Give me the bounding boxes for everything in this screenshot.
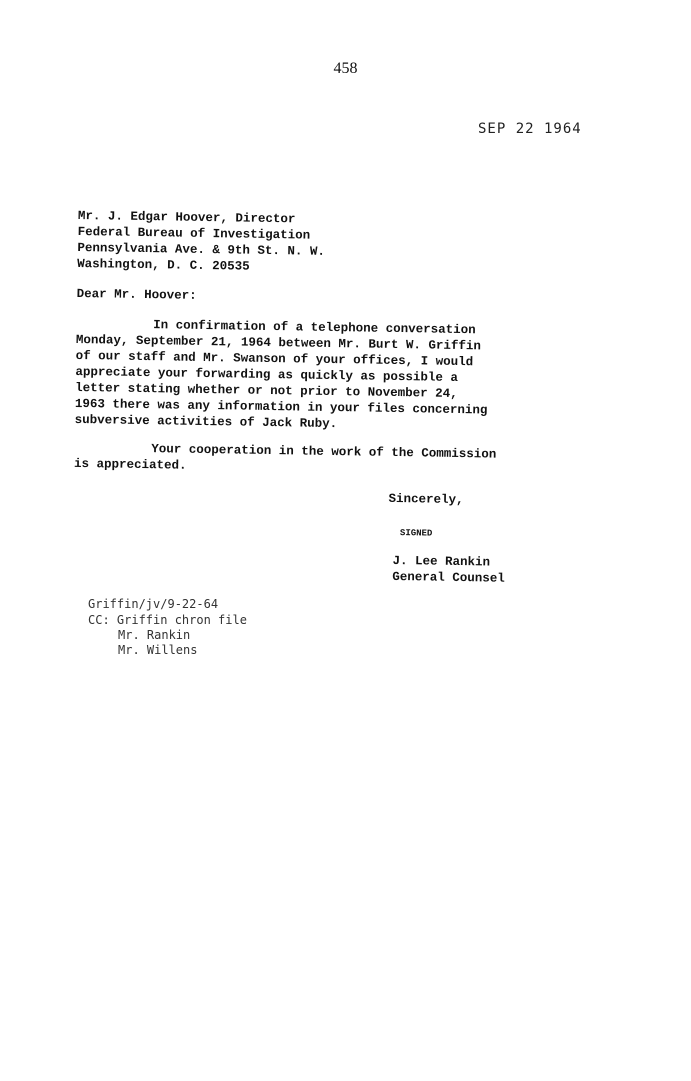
- signed-mark: SIGNED: [399, 528, 433, 539]
- paragraph-line: Your cooperation in the work of the Commission: [151, 442, 497, 462]
- paragraph-line: subversive activities of Jack Ruby.: [74, 412, 338, 432]
- signer-title: General Counsel: [392, 569, 505, 586]
- paragraph-line: of our staff and Mr. Swanson of your offices, I would: [75, 348, 474, 370]
- paragraph-line: is appreciated.: [73, 456, 187, 473]
- address-line: Washington, D. C. 20535: [77, 256, 250, 274]
- salutation: Dear Mr. Hoover:: [76, 286, 197, 303]
- address-line: Mr. J. Edgar Hoover, Director: [77, 208, 296, 227]
- paragraph-line: appreciate your forwarding as quickly as possible a: [75, 364, 459, 385]
- date-stamp: SEP 22 1964: [478, 121, 582, 137]
- cc-line: Mr. Willens: [118, 643, 198, 657]
- signer-name: J. Lee Rankin: [392, 553, 491, 570]
- reference-initials: Griffin/jv/9-22-64: [88, 597, 219, 611]
- cc-line: Mr. Rankin: [118, 628, 191, 642]
- address-line: Federal Bureau of Investigation: [77, 224, 311, 243]
- closing: Sincerely,: [388, 491, 464, 508]
- paragraph-line: In confirmation of a telephone conversation: [153, 318, 476, 338]
- paragraph-line: 1963 there was any information in your files concerning: [74, 396, 488, 418]
- address-line: Pennsylvania Ave. & 9th St. N. W.: [77, 240, 326, 259]
- page-number: 458: [333, 60, 358, 77]
- paragraph-line: letter stating whether or not prior to November 24,: [75, 380, 458, 401]
- paragraph-line: Monday, September 21, 1964 between Mr. Burt W. Griffin: [75, 332, 482, 354]
- cc-line: CC: Griffin chron file: [88, 613, 247, 627]
